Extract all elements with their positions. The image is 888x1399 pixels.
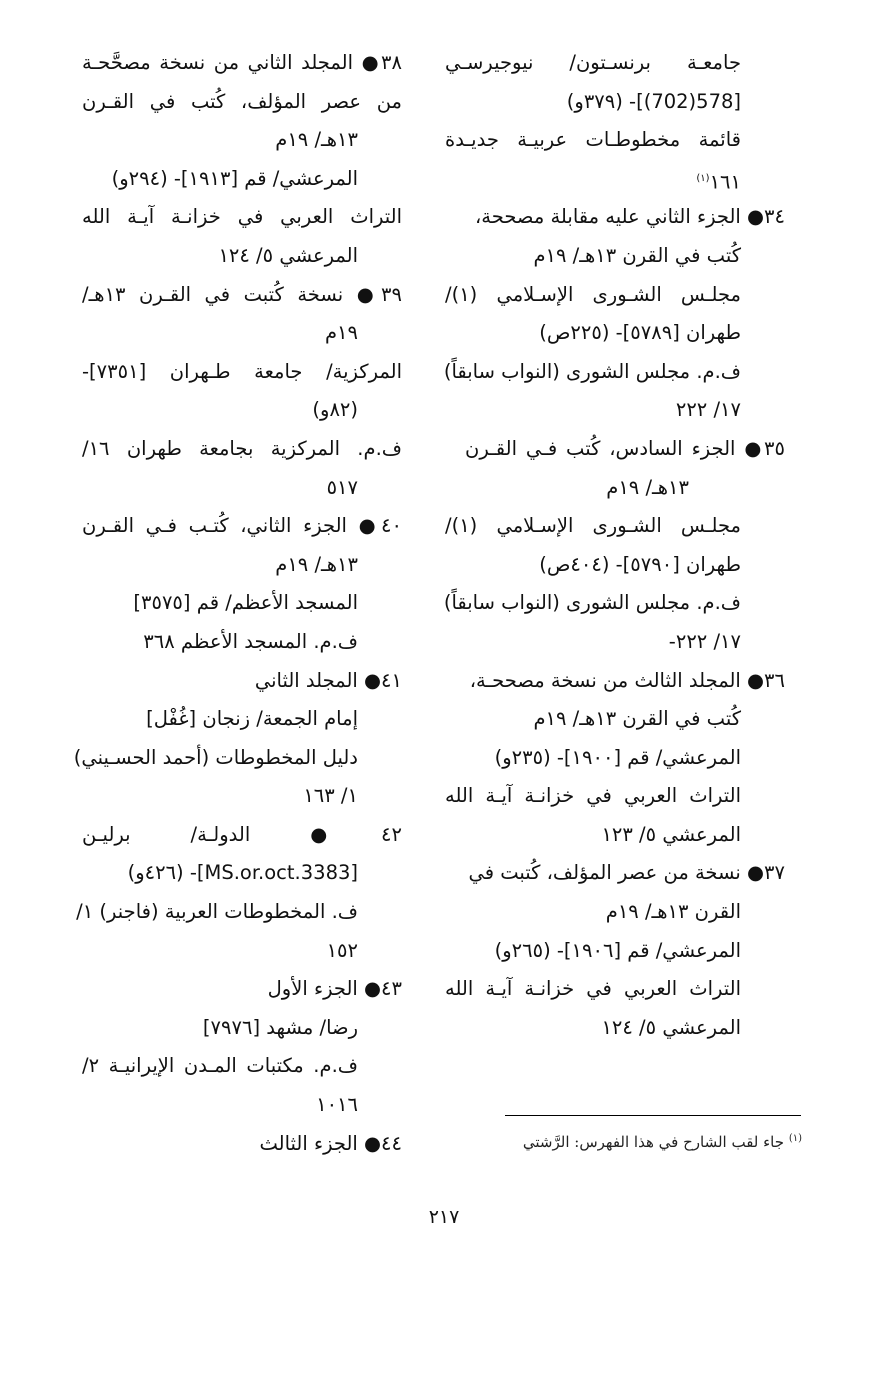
text-line: من عصر المؤلف، كُتب في القـرن	[82, 89, 402, 113]
text-line: [MS.or.oct.3383]- (٤٢٦و)	[127, 861, 358, 885]
text-line: إمام الجمعة/ زنجان [غُفْل]	[146, 707, 358, 731]
entry-heading: ٤٣● الجزء الأول	[267, 977, 402, 1001]
footnote	[470, 1128, 802, 1153]
text-line: ١٣هـ/ ١٩م	[606, 475, 689, 499]
text-line: ١٥٢	[326, 938, 358, 962]
text-line: ف.م. مكتبات المـدن الإيرانيـة ٢/	[82, 1054, 358, 1078]
text-line: المرعشي/ قم [١٩٠٠]- (٢٣٥و)	[494, 745, 741, 769]
entry-heading: ٣٧● نسخة من عصر المؤلف، كُتبت في	[468, 861, 785, 885]
text-line: ١٧/ ٢٢٢	[675, 398, 741, 422]
text-line: قائمة مخطوطـات عربيـة جديـدة	[445, 128, 741, 152]
entry-heading: ٣٦● المجلد الثالث من نسخة مصححـة،	[469, 668, 785, 692]
entry-heading: ٤١● المجلد الثاني	[254, 668, 402, 692]
text-line: مجلـس الشـورى الإسـلامي (١)/	[445, 282, 741, 306]
text-line: جامعـة برنسـتون/ نيوجيرسـي	[445, 51, 741, 74]
text-line: المسجد الأعظم/ قم [٣٥٧٥]	[133, 591, 358, 615]
text-line: المرعشي ٥/ ١٢٤	[601, 1015, 741, 1039]
entry-heading: ٤٠● الجزء الثاني، كُتـب فـي القـرن	[82, 514, 402, 538]
left-column	[73, 44, 402, 1163]
text-line	[465, 160, 785, 199]
text-line: (٨٢و)	[312, 398, 358, 422]
text-line: ف.م. المركزية بجامعة طهران ١٦/	[82, 436, 402, 460]
text-line: كُتب في القرن ١٣هـ/ ١٩م	[533, 243, 741, 267]
text-line: المرعشي ٥/ ١٢٤	[218, 243, 358, 267]
footnote-marker: (١)	[788, 1133, 802, 1144]
entry-heading: ٣٤● الجزء الثاني عليه مقابلة مصححة،	[475, 205, 785, 229]
entry-heading: ٣٩● نسخة كُتبت في القـرن ١٣هـ/	[82, 282, 402, 306]
text-line: ١٧/ ٢٢٢-	[668, 629, 741, 653]
text-line: ١٣هـ/ ١٩م	[275, 128, 358, 152]
text-line: ف.م. مجلس الشورى (النواب سابقاً)	[443, 359, 741, 383]
text-line: طهران [٥٧٩٠]- (٤٠٤ص)	[539, 552, 741, 576]
text-line: ١٠١٦	[316, 1093, 358, 1117]
entry-heading: ٤٤● الجزء الثالث	[259, 1131, 402, 1155]
text-line: ١٩م	[324, 321, 358, 345]
text-line: دليل المخطوطات (أحمد الحسـيني)	[73, 745, 358, 769]
text-line: المرعشي ٥/ ١٢٣	[601, 822, 741, 846]
entry-heading: ٣٥● الجزء السادس، كُتب فـي القـرن	[465, 436, 785, 460]
text-line: المرعشي/ قم [١٩٠٦]- (٢٦٥و)	[494, 938, 741, 962]
text-line: المرعشي/ قم [١٩١٣]- (٢٩٤و)	[111, 166, 358, 190]
text-line: التراث العربي في خزانـة آيـة الله	[82, 205, 402, 229]
text-span: ١٦١	[709, 170, 741, 194]
text-line: ف. المخطوطات العربية (فاجنر) ١/	[76, 900, 358, 924]
right-column	[443, 44, 785, 1047]
text-line: ١/ ١٦٣	[303, 784, 358, 808]
text-line: مجلـس الشـورى الإسـلامي (١)/	[445, 514, 741, 538]
footnote-divider	[505, 1115, 801, 1116]
text-line: ١٣هـ/ ١٩م	[275, 552, 358, 576]
entry-heading: ٣٨● المجلد الثاني من نسخة مصحَّحـة	[82, 51, 402, 74]
text-line: كُتب في القرن ١٣هـ/ ١٩م	[533, 707, 741, 731]
text-line: طهران [٥٧٨٩]- (٢٢٥ص)	[539, 321, 741, 345]
text-line: [578(702)]- (٣٧٩و)	[566, 89, 741, 113]
page-number: ٢١٧	[428, 1206, 460, 1228]
footnote-ref: (١)	[696, 172, 710, 184]
text-line: القرن ١٣هـ/ ١٩م	[605, 900, 741, 924]
text-line: التراث العربي في خزانـة آيـة الله	[445, 977, 741, 1001]
text-line: المركزية/ جامعة طـهران [٧٣٥١]-	[82, 359, 402, 383]
text-line: ف.م. مجلس الشورى (النواب سابقاً)	[443, 591, 741, 615]
text-line: التراث العربي في خزانـة آيـة الله	[445, 784, 741, 808]
entry-heading: ٤٢● الدولـة/ برليـن	[82, 822, 402, 846]
footnote-text: جاء لقب الشارح في هذا الفهرس: الرَّشتي	[522, 1133, 785, 1151]
text-line: رضا/ مشهد [٧٩٧٦]	[202, 1015, 358, 1039]
text-line: ٥١٧	[326, 475, 358, 499]
text-line: ف.م. المسجد الأعظم ٣٦٨	[143, 629, 358, 653]
